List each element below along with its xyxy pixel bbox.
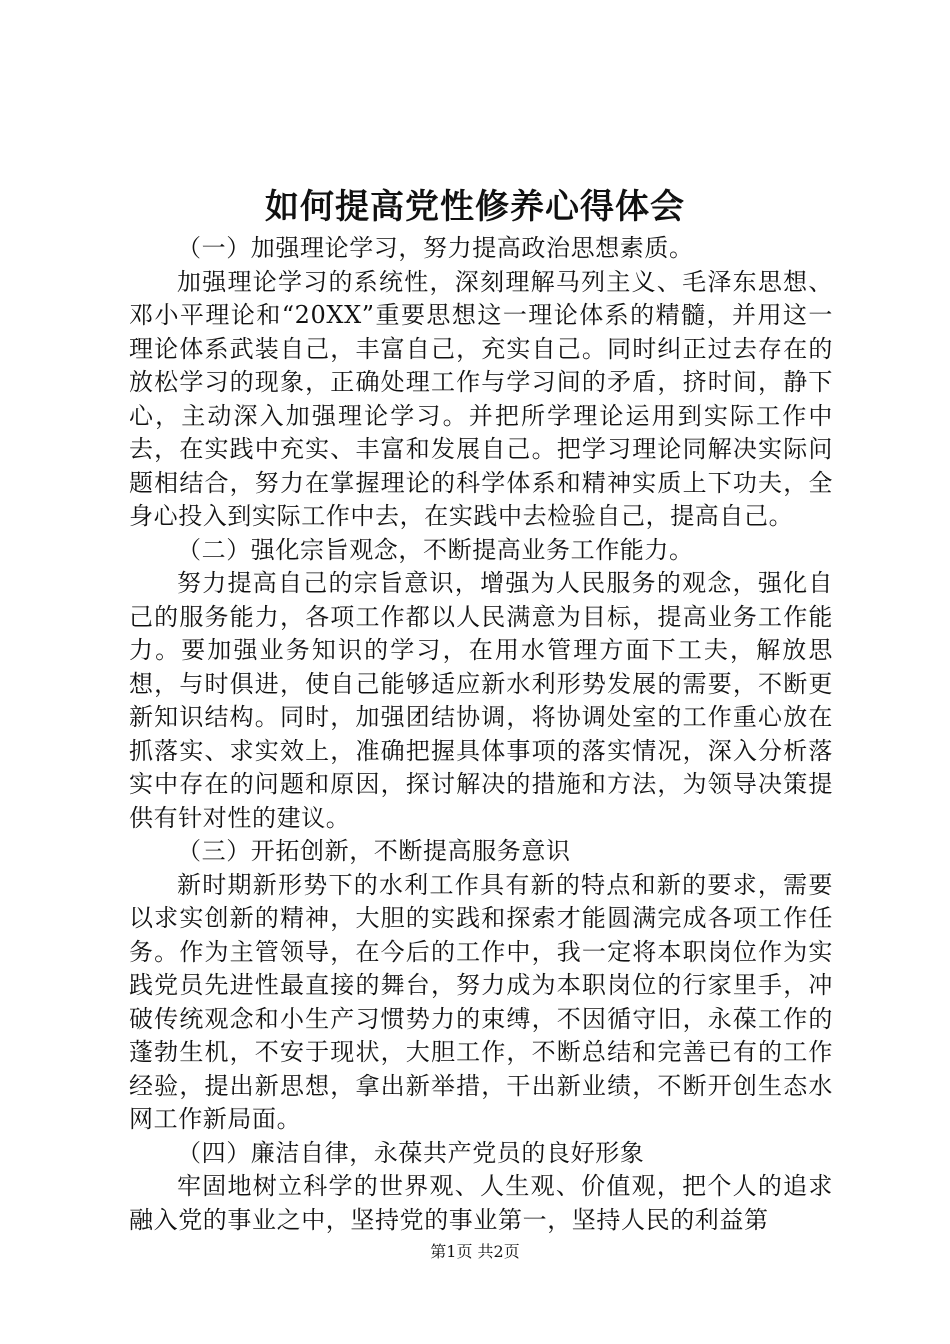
body-paragraph-2: 努力提高自己的宗旨意识，增强为人民服务的观念，强化自己的服务能力，各项工作都以人民满意为目标，提高业务工作能力。要加强业务知识的学习，在用水管理方面下工夫，解放思想，与时俱进，使自己能够适应新水利形势发展的需要，不断更新知识结构。同时，加强团结协调，将协调处室的工作重心放在抓落实、求实效上，准确把握具体事项的落实情况，深入分析落实中存在的问题和原因，探讨解决的措施和方法，为领导决策提供有针对性的建议。 xyxy=(129,569,833,832)
page-footer: 第1页 共2页 xyxy=(430,1242,520,1261)
section-heading-1: （一）加强理论学习，努力提高政治思想素质。 xyxy=(177,234,694,262)
section-heading-4: （四）廉洁自律，永葆共产党员的良好形象 xyxy=(177,1138,645,1167)
section-heading-2: （二）强化宗旨观念，不断提高业务工作能力。 xyxy=(177,535,694,564)
body-paragraph-3: 新时期新形势下的水利工作具有新的特点和新的要求，需要以求实创新的精神，大胆的实践和探索才能圆满完成各项工作任务。作为主管领导，在今后的工作中，我一定将本职岗位作为实践党员先进性最直接的舞台，努力成为本职岗位的行家里手，冲破传统观念和小生产习惯势力的束缚，不因循守旧，永葆工作的蓬勃生机，不安于现状，大胆工作，不断总结和完善已有的工作经验，提出新思想，拿出新举措，干出新业绩，不断开创生态水网工作新局面。 xyxy=(129,870,833,1133)
body-paragraph-1: 加强理论学习的系统性，深刻理解马列主义、毛泽东思想、邓小平理论和“20XX”重要思想这一理论体系的精髓，并用这一理论体系武装自己，丰富自己，充实自己。同时纠正过去存在的放松学习的现象，正确处理工作与学习间的矛盾，挤时间，静下心，主动深入加强理论学习。并把所学理论运用到实际工作中去，在实践中充实、丰富和发展自己。把学习理论同解决实际问题相结合，努力在掌握理论的科学体系和精神实质上下功夫，全身心投入到实际工作中去，在实践中去检验自己，提高自己。 xyxy=(129,267,833,530)
document-body xyxy=(129,232,833,1237)
body-paragraph-4: 牢固地树立科学的世界观、人生观、价值观，把个人的追求融入党的事业之中，坚持党的事业第一，坚持人民的利益第 xyxy=(129,1172,833,1234)
section-heading-3: （三）开拓创新，不断提高服务意识 xyxy=(177,837,571,865)
document-title: 如何提高党性修养心得体会 xyxy=(265,187,685,227)
